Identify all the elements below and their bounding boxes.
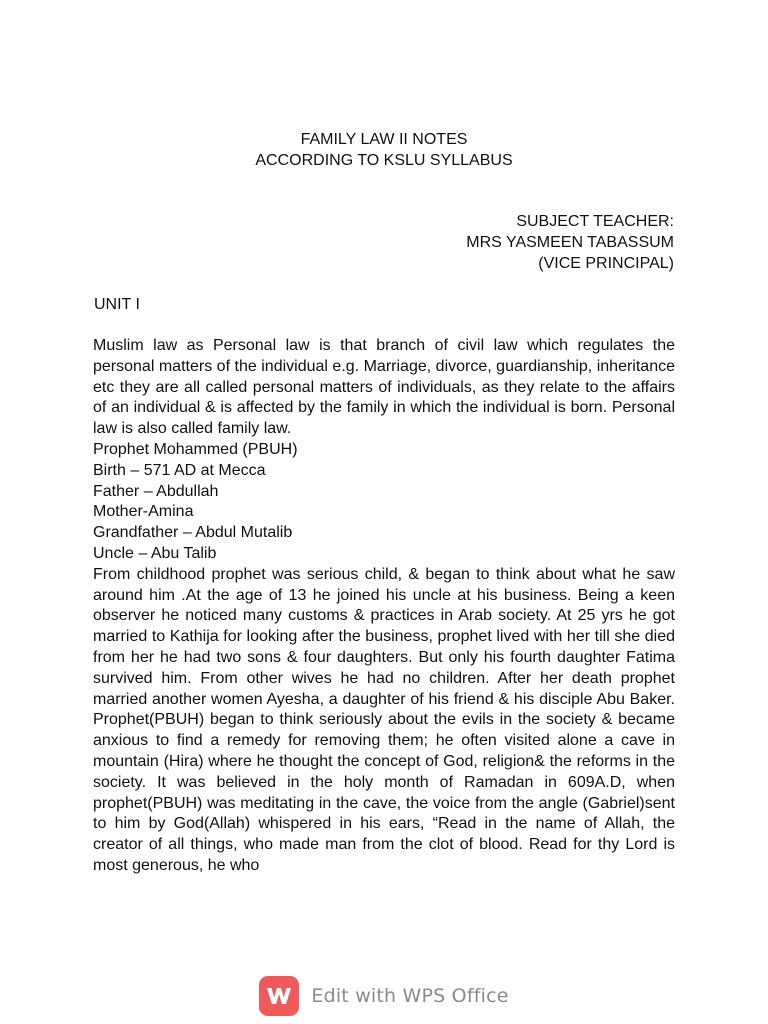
title-line-2: ACCORDING TO KSLU SYLLABUS — [255, 152, 513, 169]
wps-watermark[interactable] — [0, 974, 768, 1018]
teacher-block — [466, 211, 674, 274]
title-line-1: FAMILY LAW II NOTES — [300, 131, 468, 148]
unit-heading: UNIT I — [94, 296, 140, 313]
facts-list — [93, 440, 675, 565]
fact-line: Grandfather – Abdul Mutalib — [93, 524, 293, 542]
teacher-name: MRS YASMEEN TABASSUM — [466, 234, 674, 251]
fact-line: Uncle – Abu Talib — [93, 544, 217, 562]
fact-line: Father – Abdullah — [93, 482, 219, 500]
wps-watermark-text: Edit with WPS Office — [311, 985, 509, 1007]
document-title — [0, 129, 768, 171]
teacher-label: SUBJECT TEACHER: — [516, 213, 674, 230]
story-paragraph: From childhood prophet was serious child, & began to think about what he saw around him .At the age of 13 he joined his uncle at his business. Being a keen observer he noticed many customs & practices in Arab society. At 25 yrs he got married to Kathija for looking after the business, prophet lived with her till she died from her he had two sons & four daughters. But only his fourth daughter Fatima survived him. From other wives he had no children. After her death prophet married another women Ayesha, a daughter of his friend & his disciple Abu Baker. Prophet(PBUH) began to think seriously about the evils in the society & became anxious to find a remedy for removing them; he often visited alone a cave in mountain (Hira) where he thought the concept of God, religion& the reforms in the society. It was believed in the holy month of Ramadan in 609A.D, when prophet(PBUH) was meditating in the cave, the voice from the angle (Gabriel)sent to him by God(Allah) whispered in his ears, “Read in the name of Allah, the creator of all things, who made man from the clot of blood. Read for thy Lord is most generous, he who — [93, 565, 675, 874]
fact-line: Birth – 571 AD at Mecca — [93, 461, 266, 479]
fact-line: Prophet Mohammed (PBUH) — [93, 440, 298, 458]
document-body — [93, 336, 675, 877]
teacher-role: (VICE PRINCIPAL) — [538, 255, 674, 272]
intro-paragraph: Muslim law as Personal law is that branch of civil law which regulates the personal matters of the individual e.g. Marriage, divorce, guardianship, inheritance etc they are all called personal matters of individuals, as they relate to the affairs of an individual & is affected by the family in which the individual is born. Personal law is also called family law. — [93, 337, 675, 438]
wps-logo-icon — [259, 976, 299, 1016]
fact-line: Mother-Amina — [93, 503, 194, 521]
